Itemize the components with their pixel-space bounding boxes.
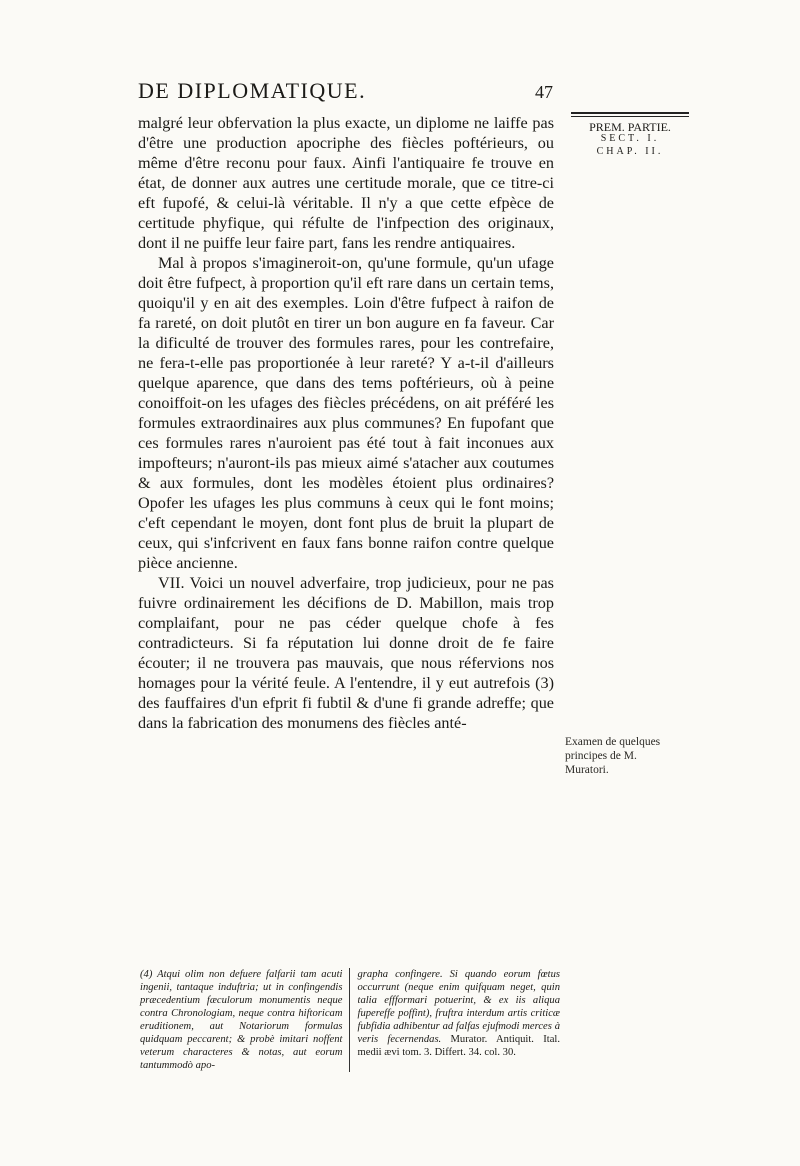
paragraph-3: VII. Voici un nouvel adverfaire, trop judicieux, pour ne pas fuivre ordinairement les décifions de D. Mabillon, mais trop complaifant, pour ne pas céder quelque chofe à fes contradicteurs. Si fa réputation lui donne droit de fe faire écouter; il ne trouvera pas mauvais, que nous réfervions nos homages pour la vérité feule. A l'entendre, il y eut autrefois (3) des fauffaires d'un efprit fi fubtil & d'une fi grande adreffe; que dans la fabrication des monumens des fiècles anté- — [138, 574, 554, 732]
footnote-left-column: (4) Atqui olim non defuere falfarii tam acuti ingenii, tantaque induftria; ut in confingendis præcedentium fæculorum monumentis neque contra Chronologiam, neque contra hiftoricam eruditionem, aut Notariorum formulas quidquam peccarent; & probè imitari noffent veterum characteres & notas, aut eorum tantummodò apo- — [140, 968, 350, 1072]
paragraph-1: malgré leur obfervation la plus exacte, un diplome ne laiffe pas d'être une production apocriphe des fiècles poftérieurs, ou même d'être reconu pour faux. Ainfi l'antiquaire fe trouve en état, de donner aux autres une certitude morale, que ce titre-ci eft fupofé, & celui-là véritable. Il n'y a que cette efpèce de certitude phyfique, qui réfulte de l'infpection des originaux, dont il ne puiffe leur faire part, fans les rendre antiquaires. — [138, 114, 554, 252]
margin-heading — [565, 112, 695, 158]
section-label: SECT. I. — [600, 133, 660, 144]
running-head — [138, 78, 553, 104]
paragraph-2: Mal à propos s'imagineroit-on, qu'une formule, qu'un ufage doit être fufpect, à proportion qu'il eft rare dans un certain tems, quoiqu'il y en ait des exemples. Loin d'être fufpect à raifon de fa rareté, on doit plutôt en tirer un bon augure en fa faveur. Car la dificulté de trouver des formules rares, pour les contrefaire, ne fera-t-elle pas proportionée à leur rareté? Y a-t-il d'ailleurs quelque aparence, que dans des tems poftérieurs, où à peine conoiffoit-on les ufages des fiècles précédens, on ait préféré les formules extraordinaires aux plus communes? En fupofant que ces formules rares n'auroient pas été tout à fait inconues aux impofteurs; n'auront-ils pas mieux aimé s'atacher aux coutumes & aux formules, dont les modèles étoient plus ordinaires? Opofer les ufages les plus communs à ceux qui le font moins; c'eft cependant le moyen, dont font plus de bruit la plupart de ceux, qui s'infcrivent en faux fans bonne raifon contre quelque pièce ancienne. — [138, 254, 554, 572]
part-label: PREM. PARTIE. — [589, 120, 671, 134]
footnote-citation: Murator. Antiquit. Ital. medii ævi tom. 3. Differt. 34. col. 30. — [357, 1034, 561, 1058]
running-title: DE DIPLOMATIQUE. — [138, 78, 367, 103]
chapter-label: CHAP. II. — [596, 146, 664, 157]
margin-note: Examen de quelques principes de M. Muratori. — [565, 736, 661, 776]
footnote-right-column — [350, 968, 561, 1072]
page-number: 47 — [535, 82, 553, 102]
footnote-right-text: grapha confingere. Si quando eorum fœtus occurrunt (neque enim quifquam neget, quin talia effformari potuerint, & ex iis aliqua fupereffe poffint), fruftra interdum artis criticæ fubfidia adhibentur ad falfas ejufmodi merces à veris fecernendas. — [357, 969, 560, 1045]
footnotes — [140, 968, 560, 1072]
heading-rule-thick — [571, 112, 689, 114]
main-text — [138, 113, 554, 733]
heading-rule-thin — [571, 116, 689, 117]
